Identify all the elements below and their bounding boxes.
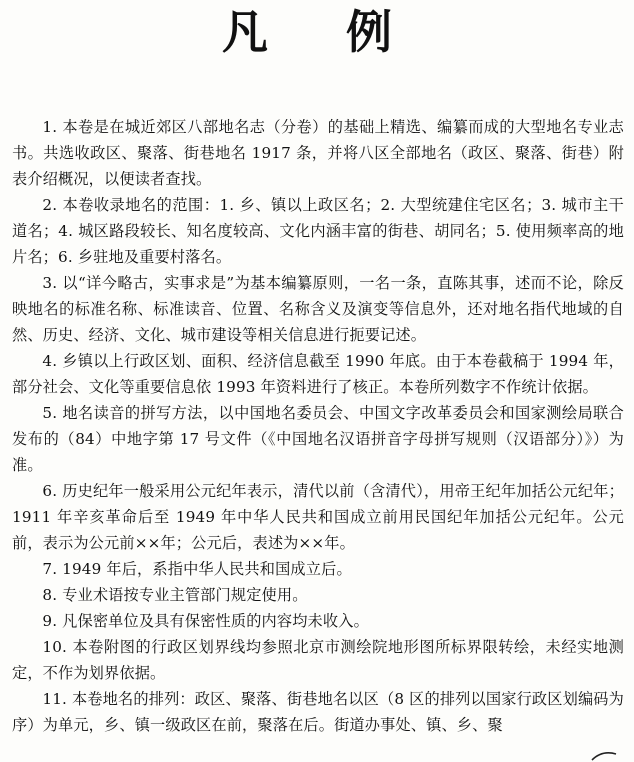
paragraph-1: 1. 本卷是在城近郊区八部地名志（分卷）的基础上精选、编纂而成的大型地名专业志书。共选收政区、聚落、街巷地名 1917 条，并将八区全部地名（政区、聚落、街巷）附表介绍概况，以便读者查找。	[12, 118, 624, 188]
paragraph-2: 2. 本卷收录地名的范围：1. 乡、镇以上政区名；2. 大型统建住宅区名；3. 城市主干道名；4. 城区路段较长、知名度较高、文化内涵丰富的街巷、胡同名；5. 使用频率高的地片名；6. 乡驻地及重要村落名。	[12, 196, 624, 266]
paragraph-8: 8. 专业术语按专业主管部门规定使用。	[42, 586, 308, 604]
paragraph-4: 4. 乡镇以上行政区划、面积、经济信息截至 1990 年底。由于本卷截稿于 1994 年，部分社会、文化等重要信息依 1993 年资料进行了核正。本卷所列数字不作统计依据。	[12, 352, 624, 396]
title-char-li: 例	[346, 5, 392, 59]
paragraph-9: 9. 凡保密单位及具有保密性质的内容均未收入。	[42, 612, 369, 630]
paragraph-3: 3. 以“详今略古，实事求是”为基本编纂原则，一名一条，直陈其事，述而不论，除反映地名的标准名称、标准读音、位置、名称含义及演变等信息外，还对地名指代地域的自然、历史、经济、文化、城市建设等相关信息进行扼要记述。	[12, 274, 624, 344]
paragraph-10: 10. 本卷附图的行政区划界线均参照北京市测绘院地形图所标界限转绘，未经实地测定，不作为划界依据。	[12, 638, 624, 682]
page-curl-mark	[590, 748, 618, 762]
paragraph-7: 7. 1949 年后，系指中华人民共和国成立后。	[42, 560, 352, 578]
page-title	[0, 2, 634, 62]
document-body	[12, 114, 624, 738]
paragraph-6: 6. 历史纪年一般采用公元纪年表示，清代以前（含清代），用帝王纪年加括公元纪年；1911 年辛亥革命后至 1949 年中华人民共和国成立前用民国纪年加括公元纪年。公元前，表示为公元前××年；公元后，表述为××年。	[12, 482, 624, 552]
paragraph-11: 11. 本卷地名的排列：政区、聚落、街巷地名以区（8 区的排列以国家行政区划编码为序）为单元，乡、镇一级政区在前，聚落在后。街道办事处、镇、乡、聚	[12, 690, 624, 734]
paragraph-5: 5. 地名读音的拼写方法，以中国地名委员会、中国文字改革委员会和国家测绘局联合发布的（84）中地字第 17 号文件（《中国地名汉语拼音字母拼写规则（汉语部分）》）为准。	[12, 404, 624, 474]
title-char-fan: 凡	[222, 5, 268, 59]
